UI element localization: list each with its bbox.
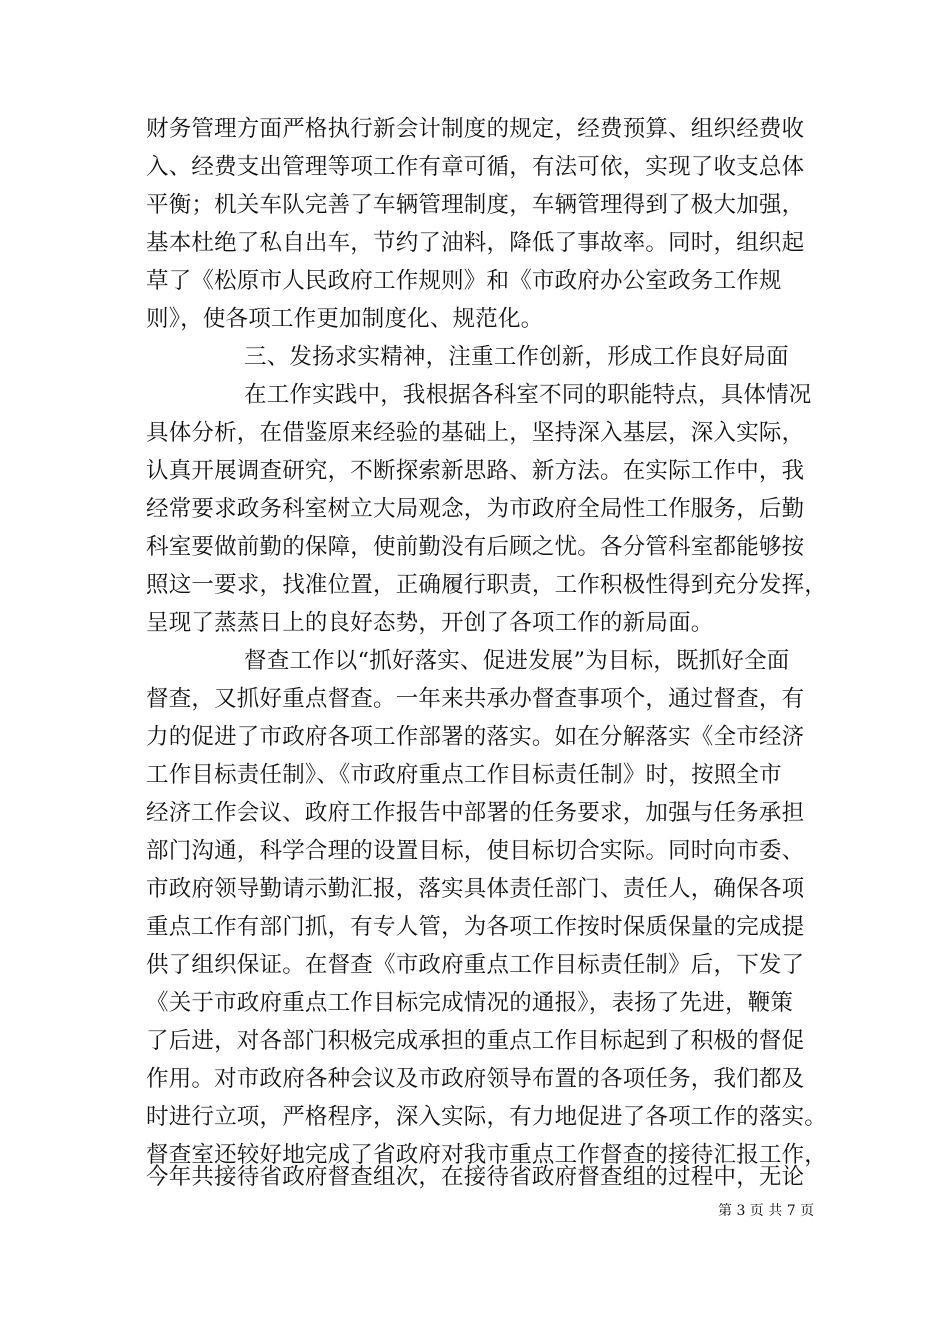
body-line: 工作目标责任制》、《市政府重点工作目标责任制》时，按照全市 [146, 762, 782, 788]
body-line: 《关于市政府重点工作目标完成情况的通报》，表扬了先进，鞭策 [146, 990, 794, 1016]
body-line: 了后进，对各部门积极完成承担的重点工作目标起到了积极的督促 [146, 1028, 805, 1054]
body-line: 照这一要求，找准位置，正确履行职责，工作积极性得到充分发挥， [146, 572, 828, 598]
body-line: 部门沟通，科学合理的设置目标，使目标切合实际。同时向市委、 [146, 838, 805, 864]
paragraph-first-line: 督查工作以“抓好落实、促进发展”为目标，既抓好全面 [244, 648, 790, 674]
body-line: 科室要做前勤的保障，使前勤没有后顾之忧。各分管科室都能够按 [146, 534, 805, 560]
body-line: 认真开展调查研究，不断探索新思路、新方法。在实际工作中，我 [146, 458, 805, 484]
body-line: 时进行立项，严格程序，深入实际，有力地促进了各项工作的落实。 [146, 1104, 828, 1130]
body-line: 作用。对市政府各种会议及市政府领导布置的各项任务，我们都及 [146, 1066, 805, 1092]
body-line: 则》，使各项工作更加制度化、规范化。 [146, 306, 544, 332]
body-line: 财务管理方面严格执行新会计制度的规定，经费预算、组织经费收 [146, 116, 805, 142]
body-line: 督查，又抓好重点督查。一年来共承办督查事项个，通过督查，有 [146, 686, 805, 712]
body-line: 呈现了蒸蒸日上的良好态势，开创了各项工作的新局面。 [146, 610, 714, 636]
body-line: 经济工作会议、政府工作报告中部署的任务要求，加强与任务承担 [146, 800, 805, 826]
body-line: 具体分析，在借鉴原来经验的基础上，坚持深入基层，深入实际， [146, 420, 805, 446]
body-line: 入、经费支出管理等项工作有章可循，有法可依，实现了收支总体 [146, 154, 805, 180]
page-number-footer: 第 3 页 共 7 页 [718, 1203, 815, 1219]
section-heading: 三、发扬求实精神，注重工作创新，形成工作良好局面 [244, 344, 789, 370]
paragraph-first-line: 在工作实践中，我根据各科室不同的职能特点，具体情况 [244, 382, 812, 408]
body-line: 督查室还较好地完成了省政府对我市重点工作督查的接待汇报工作， [146, 1142, 828, 1168]
body-line: 重点工作有部门抓，有专人管，为各项工作按时保质保量的完成提 [146, 914, 805, 940]
body-line: 市政府领导勤请示勤汇报，落实具体责任部门、责任人，确保各项 [146, 876, 805, 902]
body-line: 经常要求政务科室树立大局观念，为市政府全局性工作服务，后勤 [146, 496, 805, 522]
body-line: 平衡；机关车队完善了车辆管理制度，车辆管理得到了极大加强， [146, 192, 805, 218]
body-line: 草了《松原市人民政府工作规则》和《市政府办公室政务工作规 [146, 268, 782, 294]
body-line: 基本杜绝了私自出车，节约了油料，降低了事故率。同时，组织起 [146, 230, 805, 256]
body-line: 力的促进了市政府各项工作部署的落实。如在分解落实《全市经济 [146, 724, 805, 750]
body-line: 供了组织保证。在督查《市政府重点工作目标责任制》后，下发了 [146, 952, 805, 978]
body-line: 今年共接待省政府督查组次，在接待省政府督查组的过程中，无论 [146, 1164, 805, 1190]
